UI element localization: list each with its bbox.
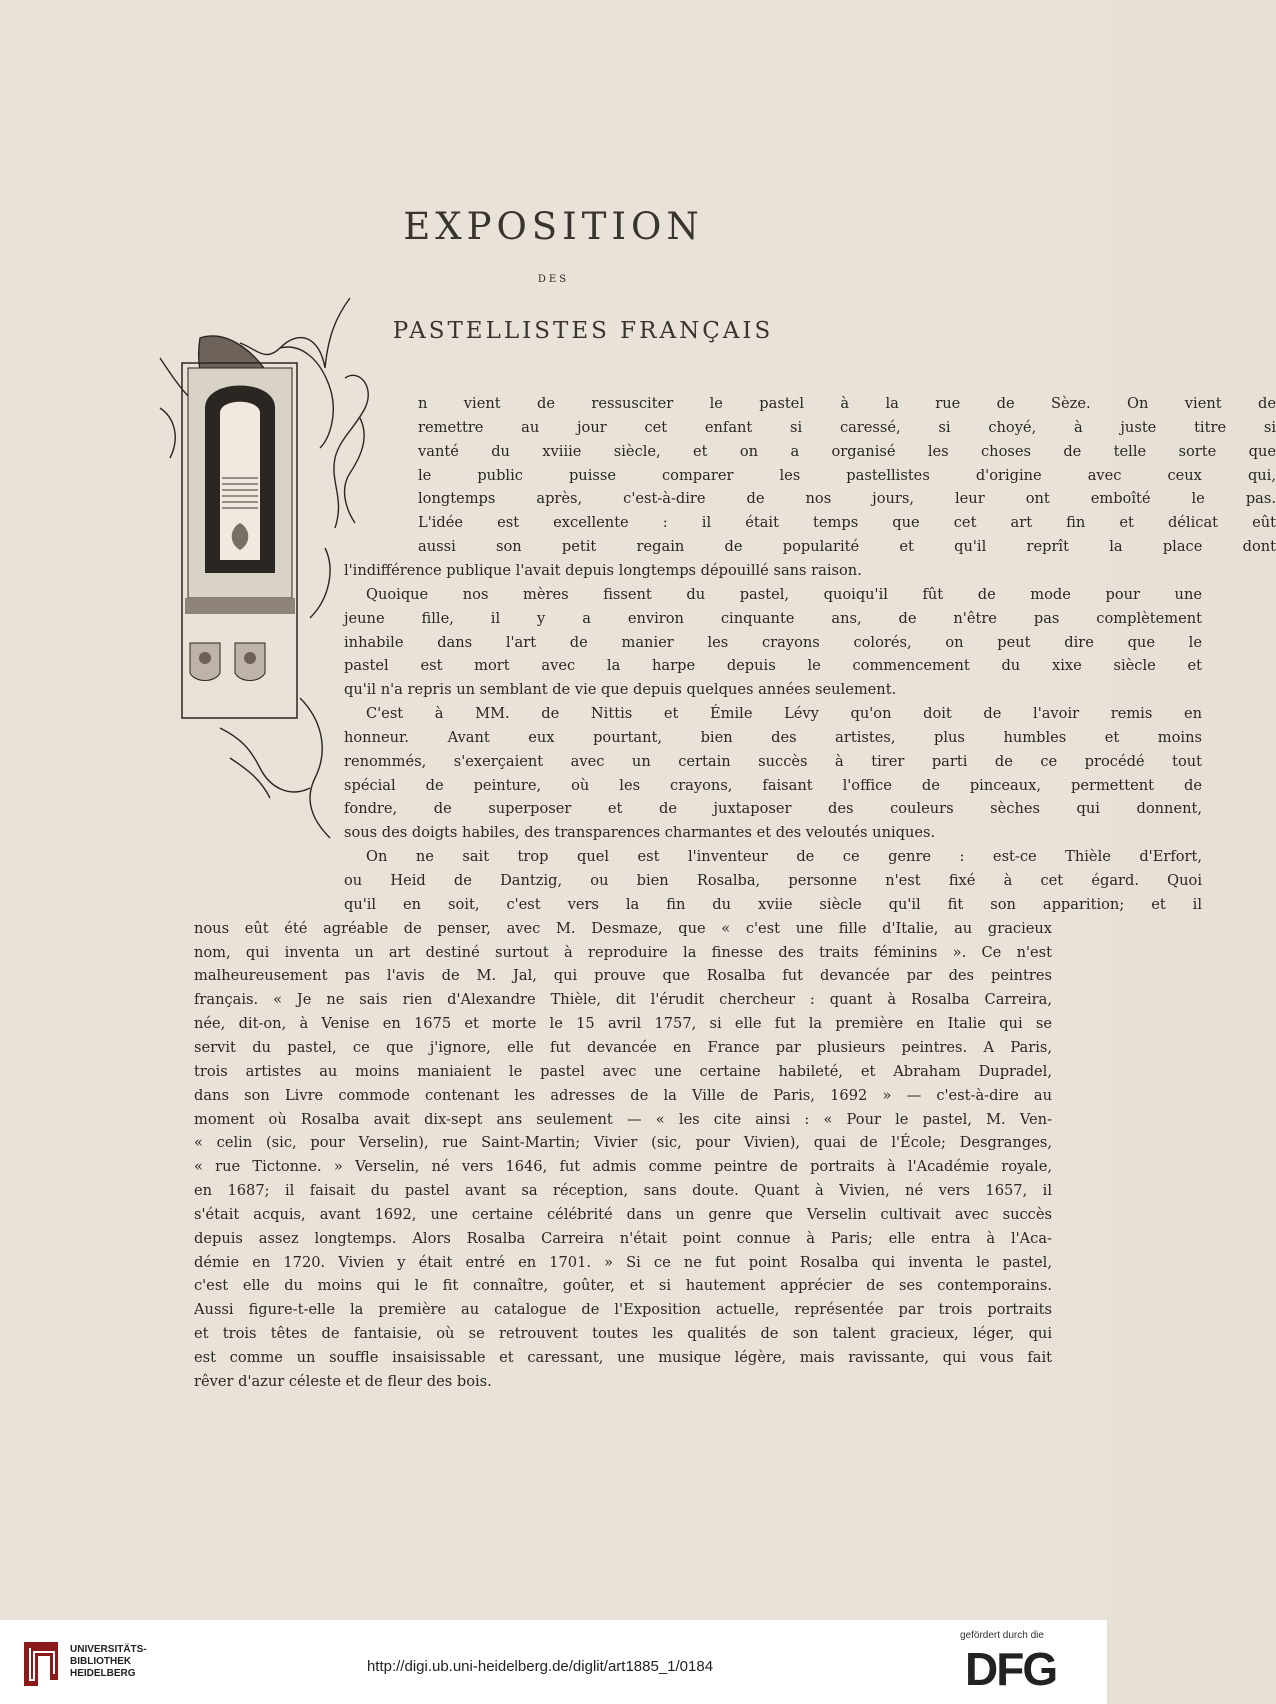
text-line: servit du pastel, ce que j'ignore, elle fut devancée en France par plusieurs peintres. A Paris,: [194, 1039, 1052, 1056]
title-connector: DES: [537, 274, 570, 285]
library-name: UNIVERSITÄTS- BIBLIOTHEK HEIDELBERG: [70, 1644, 147, 1679]
text-line: vanté du xviiie siècle, et on a organisé les choses de telle sorte que: [418, 443, 1276, 460]
text-line: depuis assez longtemps. Alors Rosalba Carreira n'était point connue à Paris; elle entra à l'Aca-: [194, 1230, 1052, 1247]
source-url-link[interactable]: http://digi.ub.uni-heidelberg.de/diglit/art1885_1/0184: [366, 1658, 714, 1675]
text-line: moment où Rosalba avait dix-sept ans seulement — « les cite ainsi : « Pour le pastel, M. Ven-: [194, 1111, 1052, 1128]
text-line: « celin (sic, pour Verselin), rue Saint-Martin; Vivier (sic, pour Vivien), quai de l'École; Desgranges,: [194, 1134, 1052, 1151]
library-logo-icon: [20, 1636, 62, 1690]
text-line: malheureusement pas l'avis de M. Jal, qui prouve que Rosalba fut devancée par des peintres: [194, 967, 1052, 984]
text-line: renommés, s'exerçaient avec un certain succès à tirer parti de ce procédé tout: [344, 753, 1202, 770]
text-line: c'est elle du moins qui le fit connaître, goûter, et si hautement apprécier de ses contemporains.: [194, 1277, 1052, 1294]
text-line: ou Heid de Dantzig, ou bien Rosalba, personne n'est fixé à cet égard. Quoi: [344, 872, 1202, 889]
text-line: qu'il en soit, c'est vers la fin du xviie siècle qu'il fit son apparition; et il: [344, 896, 1202, 913]
text-line: Aussi figure-t-elle la première au catalogue de l'Exposition actuelle, représentée par trois portraits: [194, 1301, 1052, 1318]
text-line: L'idée est excellente : il était temps que cet art fin et délicat eût: [418, 514, 1276, 531]
text-line: aussi son petit regain de popularité et qu'il reprît la place dont: [418, 538, 1276, 555]
text-line: n vient de ressusciter le pastel à la rue de Sèze. On vient de: [418, 395, 1276, 412]
dfg-logo: DFG: [965, 1643, 1057, 1695]
text-line: Quoique nos mères fissent du pastel, quoiqu'il fût de mode pour une: [366, 586, 1202, 603]
text-line: rêver d'azur céleste et de fleur des bois.: [194, 1373, 492, 1390]
sponsor-label: gefördert durch die: [960, 1630, 1044, 1641]
text-line: et trois têtes de fantaisie, où se retrouvent toutes les qualités de son talent gracieux, léger, qui: [194, 1325, 1052, 1342]
text-line: nom, qui inventa un art destiné surtout à reproduire la finesse des traits féminins ». Ce n'est: [194, 944, 1052, 961]
text-line: dans son Livre commode contenant les adresses de la Ville de Paris, 1692 » — c'est-à-dire au: [194, 1087, 1052, 1104]
text-line: inhabile dans l'art de manier les crayons colorés, on peut dire que le: [344, 634, 1202, 651]
text-line: fondre, de superposer et de juxtaposer des couleurs sèches qui donnent,: [344, 800, 1202, 817]
text-line: trois artistes au moins maniaient le pastel avec une certaine habileté, et Abraham Dupradel,: [194, 1063, 1052, 1080]
text-line: français. « Je ne sais rien d'Alexandre Thièle, dit l'érudit chercheur : quant à Rosalba Carreira,: [194, 991, 1052, 1008]
text-line: le public puisse comparer les pastellistes d'origine avec ceux qui,: [418, 467, 1276, 484]
footer-bar: [0, 1620, 1107, 1704]
text-line: remettre au jour cet enfant si caressé, si choyé, à juste titre si: [418, 419, 1276, 436]
text-line: sous des doigts habiles, des transparences charmantes et des veloutés uniques.: [344, 824, 936, 841]
page-subtitle: PASTELLISTES FRANÇAIS: [392, 318, 774, 344]
text-line: en 1687; il faisait du pastel avant sa réception, sans doute. Quant à Vivien, né vers 1657, il: [194, 1182, 1052, 1199]
text-line: C'est à MM. de Nittis et Émile Lévy qu'on doit de l'avoir remis en: [366, 705, 1202, 722]
text-line: démie en 1720. Vivien y était entré en 1701. » Si ce ne fut point Rosalba qui inventa le pastel,: [194, 1254, 1052, 1271]
text-line: honneur. Avant eux pourtant, bien des artistes, plus humbles et moins: [344, 729, 1202, 746]
text-line: l'indifférence publique l'avait depuis longtemps dépouillé sans raison.: [344, 562, 862, 579]
text-line: jeune fille, il y a environ cinquante ans, de n'être pas complètement: [344, 610, 1202, 627]
text-line: est comme un souffle insaisissable et caressant, une musique légère, mais ravissante, qui vous fait: [194, 1349, 1052, 1366]
text-line: s'était acquis, avant 1692, une certaine célébrité dans un genre que Verselin cultivait avec succès: [194, 1206, 1052, 1223]
text-line: On ne sait trop quel est l'inventeur de ce genre : est-ce Thièle d'Erfort,: [366, 848, 1202, 865]
text-line: née, dit-on, à Venise en 1675 et morte le 15 avril 1757, si elle fut la première en Italie qui se: [194, 1015, 1052, 1032]
text-line: qu'il n'a repris un semblant de vie que depuis quelques années seulement.: [344, 681, 897, 698]
text-line: nous eût été agréable de penser, avec M. Desmaze, que « c'est une fille d'Italie, au gracieux: [194, 920, 1052, 937]
text-line: spécial de peinture, où les crayons, faisant l'office de pinceaux, permettent de: [344, 777, 1202, 794]
text-line: longtemps après, c'est-à-dire de nos jours, leur ont emboîté le pas.: [418, 490, 1276, 507]
page-title: EXPOSITION: [403, 205, 704, 248]
text-line: « rue Tictonne. » Verselin, né vers 1646, fut admis comme peintre de portraits à l'Académie royale,: [194, 1158, 1052, 1175]
text-line: pastel est mort avec la harpe depuis le commencement du xixe siècle et: [344, 657, 1202, 674]
